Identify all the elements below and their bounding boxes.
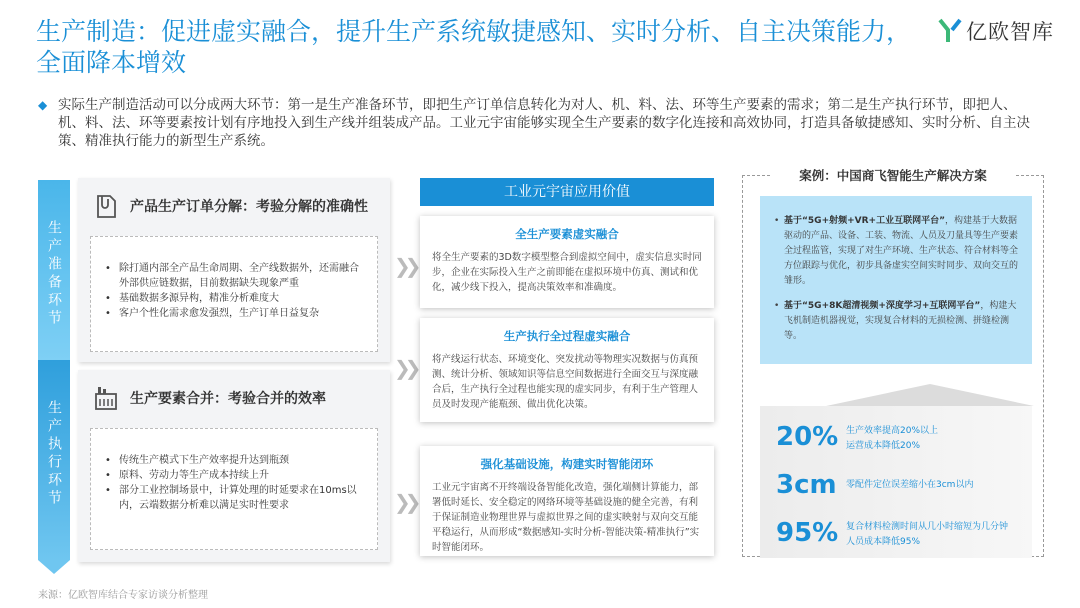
value-card xyxy=(420,318,714,422)
stat-desc: 零配件定位误差缩小在3cm以内 xyxy=(846,480,974,490)
stats-panel xyxy=(760,406,1032,558)
funnel-shape xyxy=(826,384,1034,406)
card-body: 将全生产要素的3D数字模型整合到虚拟空间中，虚实信息实时同步，企业在实际投入生产之前即能在虚拟环境中仿真、测试和优化，减少线下投入，提高决策效率和准确度。 xyxy=(432,252,702,293)
card-body: 工业元宇宙离不开终端设备智能化改造，强化端侧计算能力，部署低时延长、安全稳定的网络环境等基础设施的健全完善，有利于保证制造业物理世界与虚拟世界之间的虚实映射与双向交互能平稳运行，从而形成“数据感知-实时分析-智能决策-精准执行”实时智能闭环。 xyxy=(432,482,700,553)
list-item: • 客户个性化需求愈发强烈，生产订单日益复杂 xyxy=(105,306,367,321)
challenge-list xyxy=(90,236,378,352)
case-item-lead: 基于“5G+8K超清视频+深度学习+互联网平台” xyxy=(784,301,981,311)
stat-row xyxy=(760,460,1032,508)
stage-arrow-exec xyxy=(38,560,70,574)
stat-value: 3cm xyxy=(776,470,837,500)
challenge-list xyxy=(90,428,378,550)
logo xyxy=(938,16,1054,46)
stage-band-exec xyxy=(38,360,70,560)
case-list xyxy=(760,196,1032,364)
chevron-right-icon: ❯❯ xyxy=(394,254,416,278)
case-item-text: ，构建基于大数据驱动的产品、设备、工装、物流、人员及刀量具等生产要素全过程监管，实现了对生产环境、生产状态、符合材料等全方位跟踪与优化，初步具备虚实空间实时同步、双向交互的雏形。 xyxy=(784,216,1019,286)
value-card xyxy=(420,216,714,308)
value-header: 工业元宇宙应用价值 xyxy=(420,178,714,206)
logo-text: 亿欧智库 xyxy=(966,20,1054,44)
document-icon xyxy=(92,192,120,220)
chevron-right-icon: ❯❯ xyxy=(394,490,416,514)
card-title: 生产执行全过程虚实融合 xyxy=(503,329,631,343)
stat-desc: 复合材料检测时间从几小时缩短为几分钟 人员成本降低95% xyxy=(846,522,1009,547)
card-title: 强化基础设施，构建实时智能闭环 xyxy=(480,457,654,471)
stat-row xyxy=(760,508,1032,556)
stage-label-prep: 生产准备环节 xyxy=(46,220,62,328)
case-item xyxy=(774,214,1018,289)
panel-title: 产品生产订单分解：考验分解的准确性 xyxy=(130,199,368,215)
list-item: • 部分工业控制场景中，计算处理的时延要求在10ms以内，云端数据分析难以满足实时性要求 xyxy=(105,483,367,513)
list-item: • 传统生产模式下生产效率提升达到瓶颈 xyxy=(105,453,367,468)
factory-icon xyxy=(92,384,120,412)
panel-title: 生产要素合并：考验合并的效率 xyxy=(130,391,326,407)
chevron-right-icon: ❯❯ xyxy=(394,356,416,380)
logo-icon xyxy=(938,18,962,44)
list-item: • 除打通内部全产品生命周期、全产线数据外，还需融合外部供应链数据，目前数据缺失现象严重 xyxy=(105,261,367,291)
stat-desc: 生产效率提高20%以上 运营成本降低20% xyxy=(846,426,939,451)
stat-row xyxy=(760,412,1032,460)
value-card xyxy=(420,446,714,556)
stage-label-exec: 生产执行环节 xyxy=(46,400,62,508)
stage-band-prep xyxy=(38,180,70,362)
list-item: • 原料、劳动力等生产成本持续上升 xyxy=(105,468,367,483)
intro-paragraph xyxy=(38,96,1038,150)
order-decomposition-panel xyxy=(78,178,390,362)
intro-text: 实际生产制造活动可以分成两大环节：第一是生产准备环节，即把生产订单信息转化为对人、机、料、法、环等生产要素的需求；第二是生产执行环节，即把人、机、料、法、环等要素按计划有序地投入到生产线并组装成产品。工业元宇宙能够实现全生产要素的数字化连接和高效协同，打造具备敏捷感知、实时分析、自主决策、精准执行能力的新型生产系统。 xyxy=(58,97,1030,149)
card-body: 将产线运行状态、环境变化、突发扰动等物理实况数据与仿真预测、统计分析、领域知识等信息空间数据进行全面交互与深度融合后，生产执行全过程也能实现的虚实同步，有利于生产管理人员及时发现产能瓶颈、做出优化决策。 xyxy=(432,354,699,410)
factor-merge-panel xyxy=(78,370,390,562)
stat-value: 20% xyxy=(776,422,839,452)
card-title: 全生产要素虚实融合 xyxy=(515,227,619,241)
list-item: • 基础数据多源异构，精准分析难度大 xyxy=(105,291,367,306)
stat-value: 95% xyxy=(776,518,839,548)
case-item-lead: 基于“5G+射频+VR+工业互联网平台” xyxy=(784,216,945,226)
case-header: 案例：中国商飞智能生产解决方案 xyxy=(799,168,987,183)
case-item-text: ，构建大飞机制造机器视觉，实现复合材料的无损检测、拼缝检测等。 xyxy=(784,301,1017,341)
source-note: 来源：亿欧智库结合专家访谈分析整理 xyxy=(38,590,208,601)
diamond-icon: ◆ xyxy=(38,98,48,112)
page-title: 生产制造：促进虚实融合，提升生产系统敏捷感知、实时分析、自主决策能力，全面降本增效 xyxy=(36,17,912,77)
case-item xyxy=(774,299,1018,344)
